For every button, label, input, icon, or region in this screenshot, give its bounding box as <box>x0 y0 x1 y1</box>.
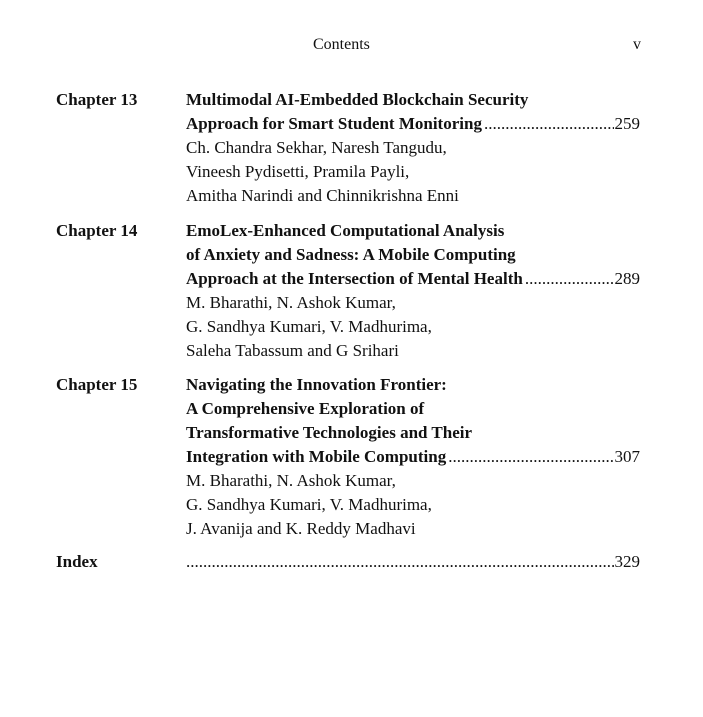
dot-leader <box>525 267 614 291</box>
index-leader-line <box>186 550 640 574</box>
author-line: Ch. Chandra Sekhar, Naresh Tangudu, <box>186 138 447 157</box>
author-line: M. Bharathi, N. Ashok Kumar, <box>186 471 396 490</box>
toc-entry-body <box>186 219 640 363</box>
dot-leader <box>186 550 614 574</box>
chapter-title-leader-line <box>186 445 640 469</box>
index-label: Index <box>56 552 98 571</box>
chapter-title-leader-line <box>186 112 640 136</box>
chapter-title-line: Transformative Technologies and Their <box>186 423 473 442</box>
author-line: G. Sandhya Kumari, V. Madhurima, <box>186 495 432 514</box>
author-line: Amitha Narindi and Chinnikrishna Enni <box>186 186 459 205</box>
chapter-title-line: of Anxiety and Sadness: A Mobile Computing <box>186 245 516 264</box>
running-title: Contents <box>313 36 370 53</box>
chapter-title-line: Approach for Smart Student Monitoring <box>186 114 482 133</box>
toc-entry-body <box>186 550 640 574</box>
toc-entry-chapter-13[interactable] <box>56 88 640 208</box>
author-line: Vineesh Pydisetti, Pramila Payli, <box>186 162 410 181</box>
toc-entry-chapter-14[interactable] <box>56 219 640 363</box>
author-line: J. Avanija and K. Reddy Madhavi <box>186 519 416 538</box>
chapter-title-line: Navigating the Innovation Frontier: <box>186 375 447 394</box>
chapter-title-line: EmoLex-Enhanced Computational Analysis <box>186 221 505 240</box>
running-head <box>0 36 703 58</box>
chapter-page-number: 289 <box>614 269 640 288</box>
chapter-label: Chapter 15 <box>56 375 138 394</box>
author-line: M. Bharathi, N. Ashok Kumar, <box>186 293 396 312</box>
chapter-title-leader-line <box>186 267 640 291</box>
dot-leader <box>484 112 614 136</box>
page-number: v <box>633 36 641 53</box>
toc-entry-chapter-15[interactable] <box>56 373 640 541</box>
author-line: Saleha Tabassum and G Srihari <box>186 341 399 360</box>
toc-entry-index[interactable] <box>56 550 640 574</box>
chapter-title-line: Integration with Mobile Computing <box>186 447 447 466</box>
index-page-number: 329 <box>614 552 640 571</box>
chapter-title-line: Multimodal AI-Embedded Blockchain Security <box>186 90 529 109</box>
chapter-label: Chapter 14 <box>56 221 138 240</box>
chapter-page-number: 259 <box>614 114 640 133</box>
dot-leader <box>448 445 613 469</box>
chapter-title-line: Approach at the Intersection of Mental Health <box>186 269 523 288</box>
toc-entry-body <box>186 373 640 541</box>
toc-entry-body <box>186 88 640 208</box>
chapter-label: Chapter 13 <box>56 90 138 109</box>
chapter-page-number: 307 <box>614 447 640 466</box>
chapter-title-line: A Comprehensive Exploration of <box>186 399 425 418</box>
author-line: G. Sandhya Kumari, V. Madhurima, <box>186 317 432 336</box>
